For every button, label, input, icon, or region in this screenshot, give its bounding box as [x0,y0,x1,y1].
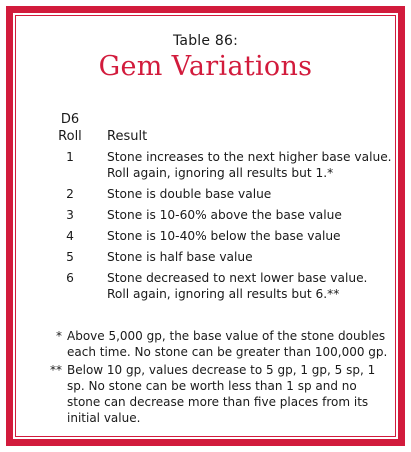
table-row [13,249,393,265]
roll-value: 4 [66,229,74,243]
roll-value: 1 [66,150,74,164]
footnote-text: Above 5,000 gp, the base value of the stone doubles each time. No stone can be greater than 100,000 gp. [67,329,388,359]
footnotes [43,328,388,428]
table-row [13,270,393,302]
result-text: Stone is 10-40% below the base value [107,229,341,243]
footnote-mark: * [56,329,62,343]
result-text: Stone is double base value [107,187,272,201]
footnote [43,328,388,360]
roll-header-label: Roll [58,129,82,144]
result-text: Stone is half base value [107,250,253,264]
table-rows [13,149,393,307]
table-row [13,186,393,202]
footnote-text: Below 10 gp, values decrease to 5 gp, 1 gp, 5 sp, 1 sp. No stone can be worth less than 1 sp and no stone can decrease more than five places from its initial value. [67,363,376,425]
roll-value: 3 [66,208,74,222]
roll-header-die: D6 [60,112,80,127]
table-frame [6,6,405,446]
result-text: Stone decreased to next lower base value. Roll again, ignoring all results but 6.** [107,271,368,301]
roll-value: 5 [66,250,74,264]
roll-column-header [50,111,90,145]
result-text: Stone is 10-60% above the base value [107,208,342,222]
footnote [43,362,388,426]
footnote-mark: ** [50,363,62,377]
table-row [13,149,393,181]
table-row [13,207,393,223]
roll-value: 2 [66,187,74,201]
result-column-header: Result [107,129,148,144]
roll-value: 6 [66,271,74,285]
table-number: Table 86: [173,33,238,49]
table-title: Gem Variations [98,51,313,82]
result-text: Stone increases to the next higher base value. Roll again, ignoring all results but 1.* [107,150,392,180]
table-row [13,228,393,244]
